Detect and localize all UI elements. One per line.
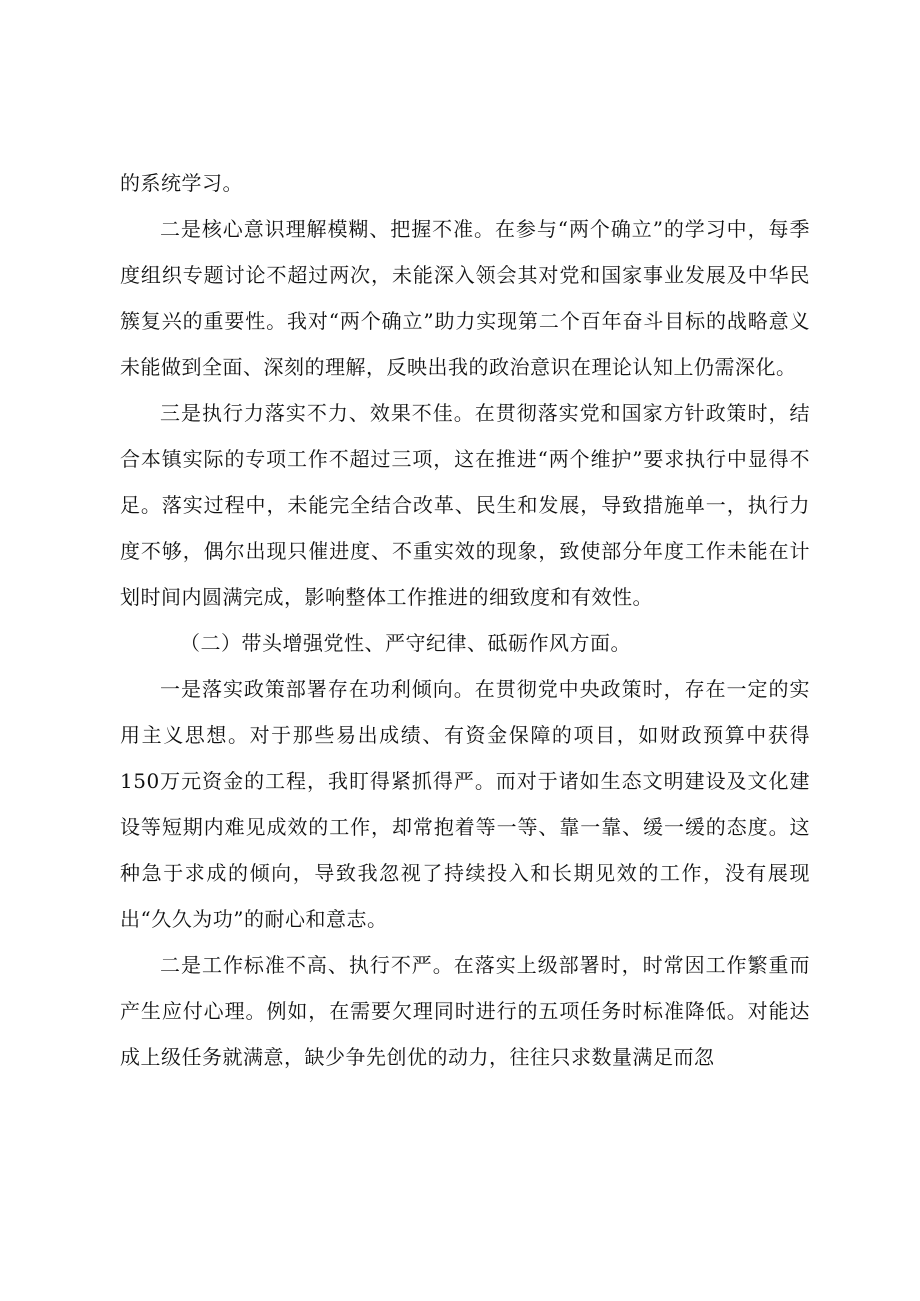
paragraph-continuation: 的系统学习。	[120, 171, 243, 195]
paragraph-execution: 三是执行力落实不力、效果不佳。在贯彻落实党和国家方针政策时，结合本镇实际的专项工作不超过三项，这在推进“两个维护”要求执行中显得不足。落实过程中，未能完全结合改革、民生和发展，导致措施单一，执行力度不够，偶尔出现只催进度、不重实效的现象，致使部分年度工作未能在计划时间内圆满完成，影响整体工作推进的细致度和有效性。	[120, 401, 810, 609]
paragraph-policy-utilitarian: 一是落实政策部署存在功利倾向。在贯彻党中央政策时，存在一定的实用主义思想。对于那些易出成绩、有资金保障的项目，如财政预算中获得150万元资金的工程，我盯得紧抓得严。而对于诸如生态文明建设及文化建设等短期内难见成效的工作，却常抱着等一等、靠一靠、缓一缓的态度。这种急于求成的倾向，导致我忽视了持续投入和长期见效的工作，没有展现出“久久为功”的耐心和意志。	[120, 677, 810, 931]
document-body	[120, 160, 810, 1080]
section-heading: （二）带头增强党性、严守纪律、砥砺作风方面。	[180, 631, 631, 655]
paragraph-work-standards: 二是工作标准不高、执行不严。在落实上级部署时，时常因工作繁重而产生应付心理。例如，在需要欠理同时进行的五项任务时标准降低。对能达成上级任务就满意，缺少争先创优的动力，往往只求数量满足而忽	[120, 953, 810, 1069]
paragraph-core-awareness: 二是核心意识理解模糊、把握不准。在参与“两个确立”的学习中，每季度组织专题讨论不超过两次，未能深入领会其对党和国家事业发展及中华民簇复兴的重要性。我对“两个确立”助力实现第二个百年奋斗目标的战略意义未能做到全面、深刻的理解，反映出我的政治意识在理论认知上仍需深化。	[120, 217, 810, 379]
